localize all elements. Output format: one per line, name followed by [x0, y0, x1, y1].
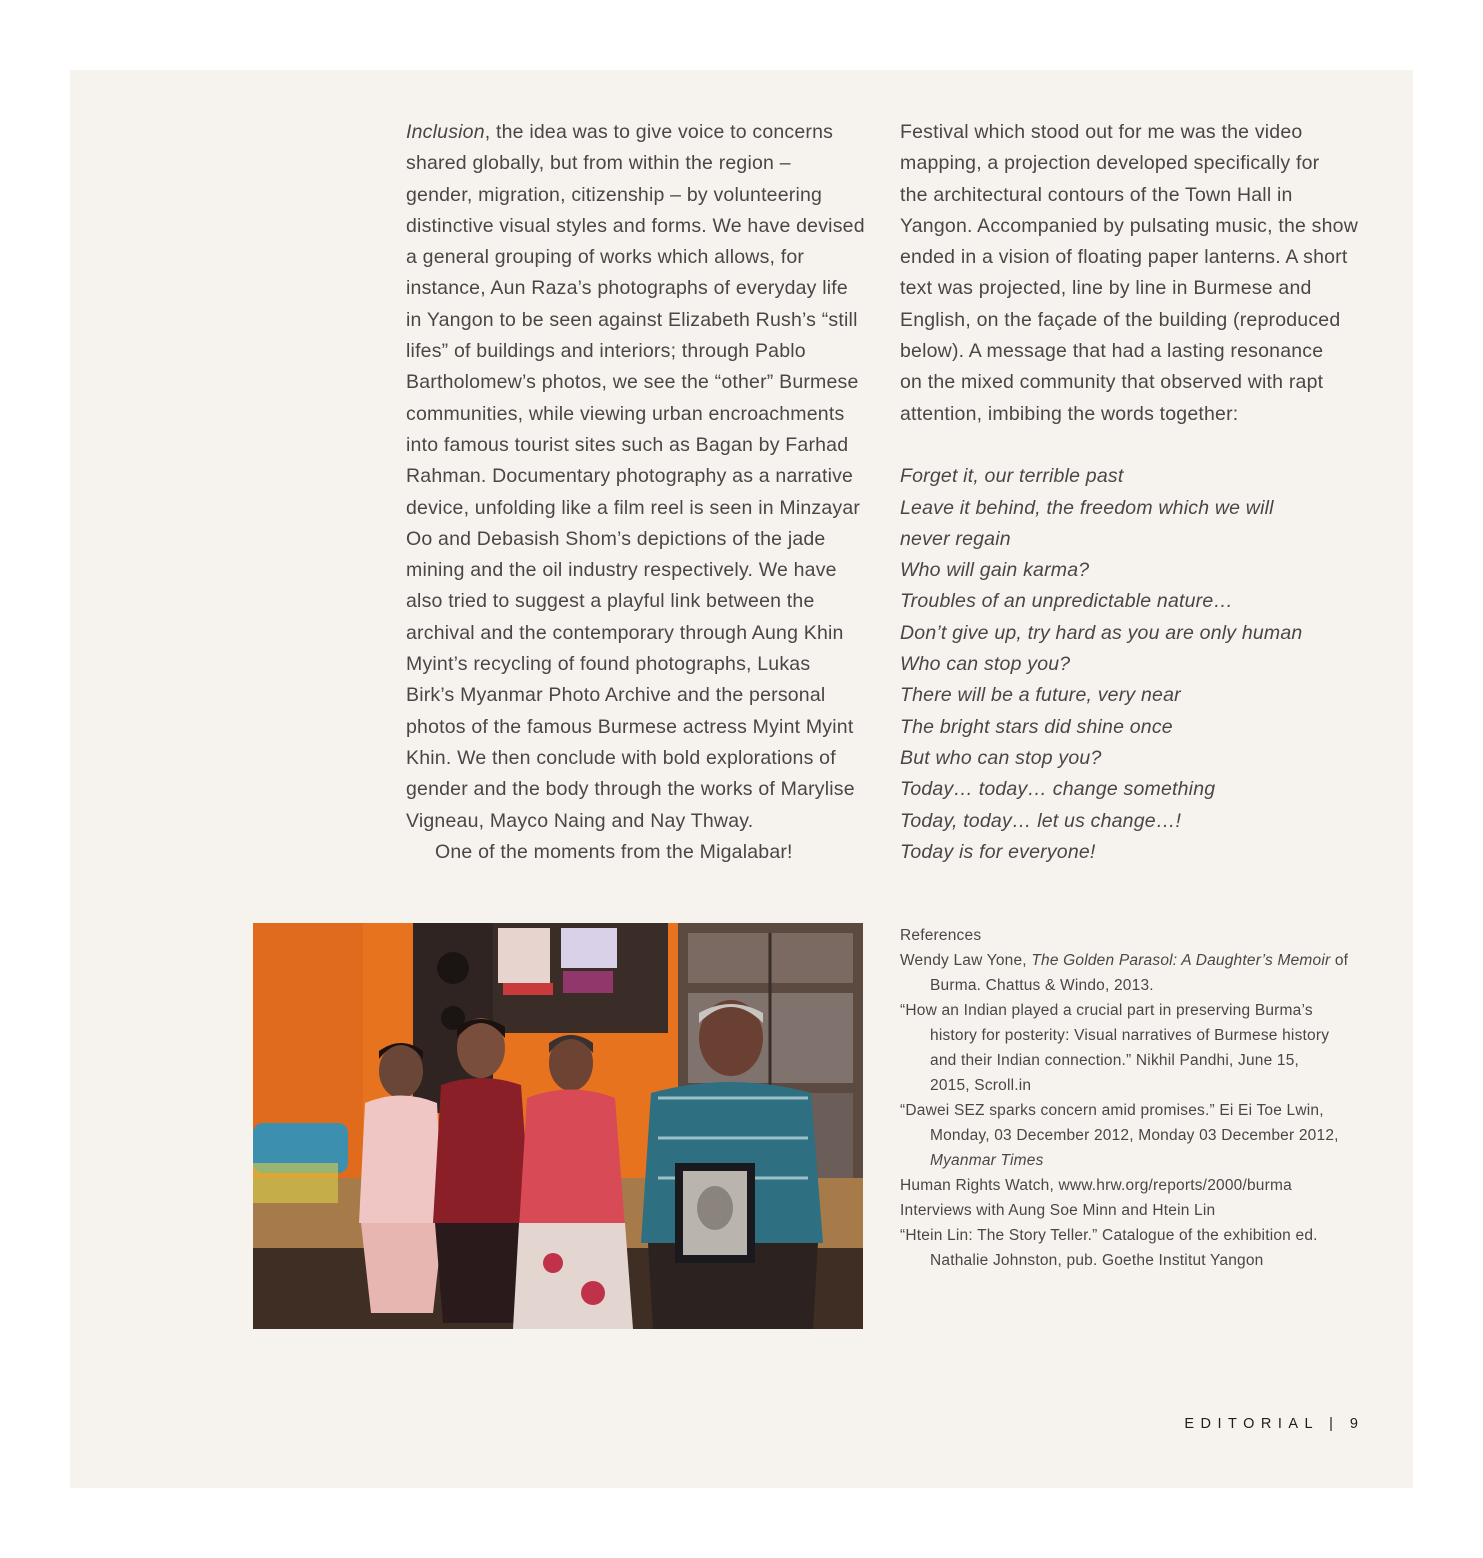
text-line: attention, imbibing the words together: — [900, 402, 1239, 425]
photo-illustration — [253, 923, 863, 1329]
text-line — [406, 461, 876, 492]
text-run: archival and the contemporary through Aung Khin — [406, 621, 844, 644]
poem-line: Don’t give up, try hard as you are only human — [900, 621, 1303, 644]
text-line — [406, 273, 876, 304]
text-line: the architectural contours of the Town Hall in — [900, 183, 1293, 206]
text-line: mapping, a projection developed specifically for — [900, 152, 1320, 175]
reference-line — [900, 1048, 1370, 1073]
text-run: shared globally, but from within the region – — [406, 152, 791, 175]
text-line — [406, 305, 876, 336]
reference-entry — [900, 998, 1370, 1098]
poem-line: Today… today… change something — [900, 778, 1216, 801]
reference-run: and their Indian connection.” Nikhil Pandhi, June 15, — [930, 1052, 1300, 1069]
text-line — [406, 586, 876, 617]
text-line — [406, 148, 876, 179]
text-run: photos of the famous Burmese actress Myint Myint — [406, 715, 854, 738]
reference-line — [900, 1148, 1370, 1173]
text-line: Festival which stood out for me was the video — [900, 121, 1303, 143]
reference-run: Wendy Law Yone, — [900, 952, 1032, 969]
text-line: Yangon. Accompanied by pulsating music, the show — [900, 214, 1359, 237]
reference-entry — [900, 1223, 1370, 1273]
text-line — [406, 806, 876, 837]
references-section — [900, 923, 1370, 1273]
reference-italic-run: The Golden Parasol: A Daughter’s Memoir — [1031, 952, 1331, 969]
text-line — [406, 211, 876, 242]
text-run: device, unfolding like a film reel is seen in Minzayar — [406, 496, 861, 519]
text-run: Vigneau, Mayco Naing and Nay Thway. — [406, 809, 754, 832]
reference-entry — [900, 1198, 1370, 1223]
text-run: distinctive visual styles and forms. We have devised — [406, 214, 865, 237]
text-run: Oo and Debasish Shom’s depictions of the jade — [406, 527, 826, 550]
text-run: instance, Aun Raza’s photographs of everyday life — [406, 277, 848, 300]
reference-run: “How an Indian played a crucial part in preserving Burma’s — [900, 1002, 1313, 1019]
text-line — [406, 367, 876, 398]
reference-run: Monday, 03 December 2012, Monday 03 December 2012, — [930, 1127, 1339, 1144]
poem-line: Today, today… let us change…! — [900, 809, 1182, 832]
page-folio — [1150, 1416, 1358, 1432]
text-run: mining and the oil industry respectively. We have — [406, 559, 837, 582]
text-line — [406, 618, 876, 649]
text-line: ended in a vision of floating paper lanterns. A short — [900, 246, 1348, 269]
text-line: English, on the façade of the building (reproduced — [900, 308, 1341, 331]
text-line: text was projected, line by line in Burmese and — [900, 277, 1312, 300]
text-run: lifes” of buildings and interiors; through Pablo — [406, 340, 806, 363]
poem-line: never regain — [900, 527, 1011, 550]
poem-line: There will be a future, very near — [900, 684, 1181, 707]
text-run: gender, migration, citizenship – by volunteering — [406, 183, 823, 206]
text-run: , the idea was to give voice to concerns — [484, 121, 834, 143]
text-run: gender and the body through the works of Marylise — [406, 778, 855, 801]
reference-run: history for posterity: Visual narratives of Burmese history — [930, 1027, 1330, 1044]
reference-line — [900, 1123, 1370, 1148]
reference-line — [900, 1198, 1370, 1223]
text-run: Rahman. Documentary photography as a narrative — [406, 465, 854, 488]
reference-run: Human Rights Watch, www.hrw.org/reports/2000/burma — [900, 1177, 1292, 1194]
reference-line — [900, 998, 1370, 1023]
italic-title: Inclusion — [406, 121, 485, 143]
poem-line: The bright stars did shine once — [900, 715, 1173, 738]
text-line — [406, 680, 876, 711]
text-line — [406, 180, 876, 211]
body-text-left-column — [406, 117, 876, 868]
text-line: on the mixed community that observed with rapt — [900, 371, 1324, 394]
reference-run: “Htein Lin: The Story Teller.” Catalogue of the exhibition ed. — [900, 1227, 1318, 1244]
poem-line: But who can stop you? — [900, 746, 1102, 769]
text-run: into famous tourist sites such as Bagan by Farhad — [406, 433, 849, 456]
reference-entry — [900, 948, 1370, 998]
text-line — [406, 430, 876, 461]
poem-line: Troubles of an unpredictable nature… — [900, 590, 1234, 613]
text-line — [406, 524, 876, 555]
text-run: also tried to suggest a playful link between the — [406, 590, 815, 613]
poem-line: Who will gain karma? — [900, 559, 1090, 582]
poem-line: Forget it, our terrible past — [900, 465, 1124, 488]
reference-run: 2015, Scroll.in — [930, 1077, 1032, 1094]
text-run: in Yangon to be seen against Elizabeth Rush’s “still — [406, 308, 858, 331]
reference-run: “Dawei SEZ sparks concern amid promises.” Ei Ei Toe Lwin, — [900, 1102, 1324, 1119]
reference-line — [900, 1173, 1370, 1198]
text-run: Khin. We then conclude with bold explorations of — [406, 746, 836, 769]
text-line — [406, 649, 876, 680]
text-run: Birk’s Myanmar Photo Archive and the personal — [406, 684, 826, 707]
text-line — [406, 242, 876, 273]
text-line — [406, 117, 876, 148]
family-photograph — [253, 923, 863, 1329]
reference-line — [900, 1098, 1370, 1123]
reference-line — [900, 1023, 1370, 1048]
text-run: communities, while viewing urban encroachments — [406, 402, 845, 425]
text-line: below). A message that had a lasting resonance — [900, 340, 1324, 363]
text-line — [406, 493, 876, 524]
stanza-break — [900, 430, 1370, 461]
reference-entry — [900, 1173, 1370, 1198]
body-text-right-column — [900, 117, 1370, 868]
poem-line: Leave it behind, the freedom which we will — [900, 496, 1274, 519]
text-line — [406, 712, 876, 743]
reference-italic-run: Myanmar Times — [930, 1152, 1044, 1169]
text-line — [406, 837, 876, 868]
reference-entry — [900, 1098, 1370, 1173]
text-run: One of the moments from the Migalabar! — [435, 840, 793, 863]
reference-line — [900, 948, 1370, 973]
text-line — [406, 743, 876, 774]
text-run: Bartholomew’s photos, we see the “other” Burmese — [406, 371, 859, 394]
reference-run: Nathalie Johnston, pub. Goethe Institut Yangon — [930, 1252, 1264, 1269]
text-line — [406, 774, 876, 805]
section-name: EDITORIAL — [1184, 1416, 1319, 1432]
text-line — [406, 555, 876, 586]
folio-separator: | — [1329, 1416, 1340, 1432]
reference-line — [900, 1248, 1370, 1273]
reference-line — [900, 1073, 1370, 1098]
references-heading: References — [900, 927, 982, 944]
text-line — [406, 399, 876, 430]
poem-line: Who can stop you? — [900, 653, 1071, 676]
page-number: 9 — [1349, 1416, 1358, 1432]
text-run: a general grouping of works which allows, for — [406, 246, 805, 269]
reference-line — [900, 1223, 1370, 1248]
text-line — [406, 336, 876, 367]
reference-run: Burma. Chattus & Windo, 2013. — [930, 977, 1154, 994]
reference-run: Interviews with Aung Soe Minn and Htein Lin — [900, 1202, 1216, 1219]
reference-line — [900, 973, 1370, 998]
poem-line: Today is for everyone! — [900, 840, 1096, 863]
reference-run: of — [1330, 952, 1349, 969]
text-run: Myint’s recycling of found photographs, Lukas — [406, 653, 811, 676]
